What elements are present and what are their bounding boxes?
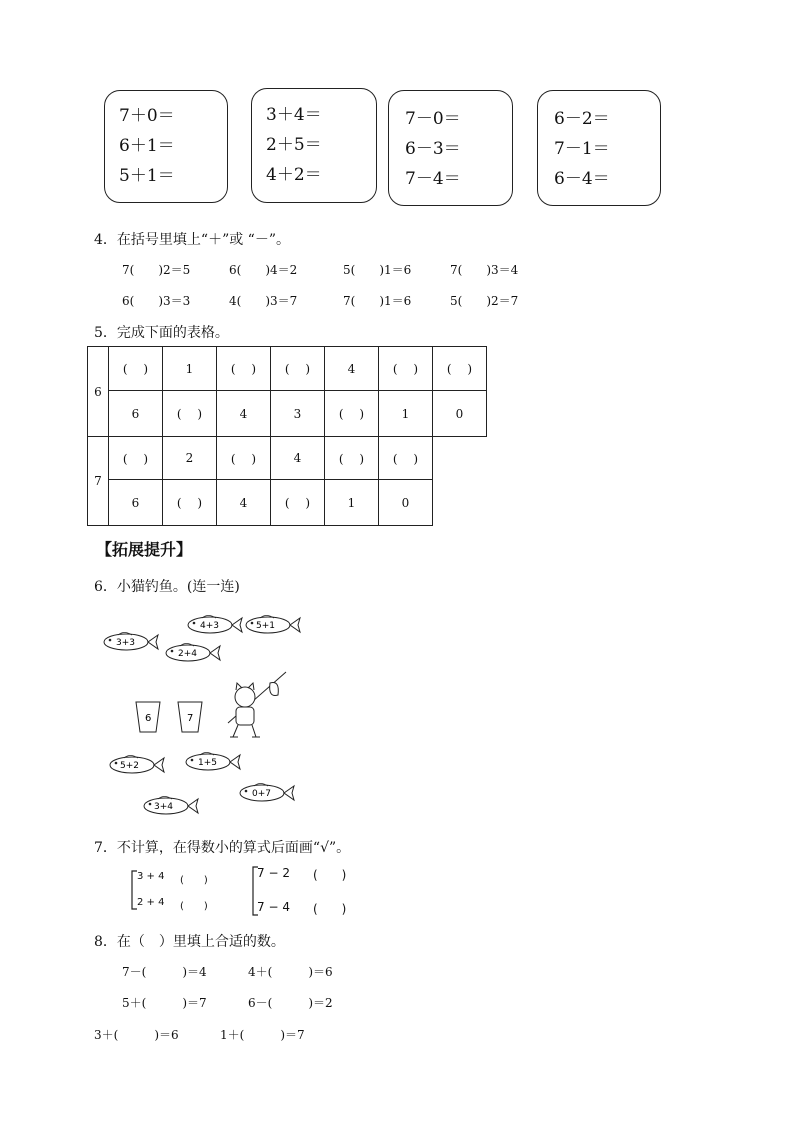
- q8-item[interactable]: 7－( )＝4: [122, 965, 207, 979]
- table-cell[interactable]: ( ): [217, 437, 271, 480]
- table-cell: 4: [217, 391, 271, 437]
- fish-scene: [100, 605, 400, 815]
- equation: 6－4＝: [554, 169, 610, 189]
- section-heading: 【拓展提升】: [96, 540, 193, 559]
- compare-expr: 3 + 4: [137, 871, 165, 882]
- compare-blank[interactable]: ( ): [313, 902, 347, 916]
- table-label: 6: [88, 347, 109, 437]
- q4-item[interactable]: 5( )1＝6: [343, 263, 412, 277]
- table-cell[interactable]: ( ): [271, 480, 325, 526]
- q8-item[interactable]: 4＋( )＝6: [248, 965, 333, 979]
- table-cell: 6: [109, 391, 163, 437]
- table-cell: 3: [271, 391, 325, 437]
- table-cell: 2: [163, 437, 217, 480]
- fish-5plus1[interactable]: [246, 616, 300, 634]
- equation: 6＋1＝: [119, 136, 175, 156]
- question-6-title: 6．小猫钓鱼。(连一连): [94, 579, 240, 595]
- compare-expr: 2 + 4: [137, 897, 165, 908]
- fish-4plus3[interactable]: [188, 616, 242, 634]
- q4-item[interactable]: 7( )2＝5: [122, 263, 191, 277]
- table-cell[interactable]: ( ): [325, 437, 379, 480]
- equation: 2＋5＝: [266, 135, 322, 155]
- table-cell[interactable]: ( ): [217, 347, 271, 391]
- bucket-6[interactable]: [136, 702, 160, 732]
- table-cell: 0: [433, 391, 487, 437]
- q4-item[interactable]: 7( )3＝4: [450, 263, 519, 277]
- fish-5plus2[interactable]: [110, 756, 164, 774]
- table-cell: 1: [163, 347, 217, 391]
- table-cell[interactable]: ( ): [163, 391, 217, 437]
- table-cell: 1: [379, 391, 433, 437]
- equation-box-4: [537, 90, 661, 206]
- table-cell: 0: [379, 480, 433, 526]
- table-cell[interactable]: ( ): [379, 437, 433, 480]
- equation: 5＋1＝: [119, 166, 175, 186]
- equation: 6－3＝: [405, 139, 461, 159]
- table-6: [87, 346, 487, 437]
- equation-box-2: [251, 88, 377, 203]
- table-cell[interactable]: ( ): [271, 347, 325, 391]
- bucket-7[interactable]: [178, 702, 202, 732]
- fish-label: 5+1: [256, 621, 275, 631]
- q8-item[interactable]: 5＋( )＝7: [122, 996, 207, 1010]
- fish-1plus5[interactable]: [186, 753, 240, 771]
- q8-item[interactable]: 1＋( )＝7: [220, 1028, 305, 1042]
- q8-item[interactable]: 3＋( )＝6: [94, 1028, 179, 1042]
- q4-item[interactable]: 6( )4＝2: [229, 263, 298, 277]
- fish-label: 3+4: [154, 802, 173, 812]
- question-8-title: 8．在（ ）里填上合适的数。: [94, 934, 285, 950]
- equation: 7＋0＝: [119, 106, 175, 126]
- fish-label: 2+4: [178, 649, 197, 659]
- fish-2plus4[interactable]: [166, 644, 220, 662]
- q4-item[interactable]: 5( )2＝7: [450, 294, 519, 308]
- table-cell: 6: [109, 480, 163, 526]
- q4-item[interactable]: 6( )3＝3: [122, 294, 191, 308]
- table-cell[interactable]: ( ): [325, 391, 379, 437]
- fish-3plus4[interactable]: [144, 797, 198, 815]
- equation: 3＋4＝: [266, 105, 322, 125]
- cat-icon: [228, 672, 286, 737]
- table-cell[interactable]: ( ): [109, 347, 163, 391]
- compare-expr: 7 − 4: [257, 900, 290, 914]
- fish-0plus7[interactable]: [240, 784, 294, 802]
- table-cell[interactable]: ( ): [379, 347, 433, 391]
- q4-item[interactable]: 7( )1＝6: [343, 294, 412, 308]
- bucket-label: 6: [145, 713, 152, 724]
- equation: 7－4＝: [405, 169, 461, 189]
- table-cell: 4: [271, 437, 325, 480]
- compare-blank[interactable]: ( ): [313, 868, 347, 882]
- equation: 6－2＝: [554, 109, 610, 129]
- table-cell: 1: [325, 480, 379, 526]
- fish-label: 4+3: [200, 621, 219, 631]
- table-cell: 4: [325, 347, 379, 391]
- fish-label: 5+2: [120, 761, 139, 771]
- table-cell[interactable]: ( ): [109, 437, 163, 480]
- compare-blank[interactable]: ( ): [180, 875, 208, 886]
- fish-label: 1+5: [198, 758, 217, 768]
- table-7: [87, 436, 433, 526]
- equation: 4＋2＝: [266, 165, 322, 185]
- equation: 7－0＝: [405, 109, 461, 129]
- compare-expr: 7 − 2: [257, 866, 290, 880]
- q8-item[interactable]: 6－( )＝2: [248, 996, 333, 1010]
- equation-box-3: [388, 90, 513, 206]
- fish-3plus3[interactable]: [104, 633, 158, 651]
- q4-item[interactable]: 4( )3＝7: [229, 294, 298, 308]
- question-5-title: 5．完成下面的表格。: [94, 325, 229, 341]
- question-7-title: 7．不计算，在得数小的算式后面画“√”。: [94, 840, 351, 856]
- table-cell[interactable]: ( ): [433, 347, 487, 391]
- bucket-label: 7: [187, 713, 194, 724]
- table-cell[interactable]: ( ): [163, 480, 217, 526]
- table-label: 7: [88, 437, 109, 526]
- equation: 7－1＝: [554, 139, 610, 159]
- fish-label: 0+7: [252, 789, 271, 799]
- question-4-title: 4．在括号里填上“＋”或 “－”。: [94, 232, 290, 248]
- fish-label: 3+3: [116, 638, 135, 648]
- table-cell: 4: [217, 480, 271, 526]
- equation-box-1: [104, 90, 228, 203]
- compare-blank[interactable]: ( ): [180, 901, 208, 912]
